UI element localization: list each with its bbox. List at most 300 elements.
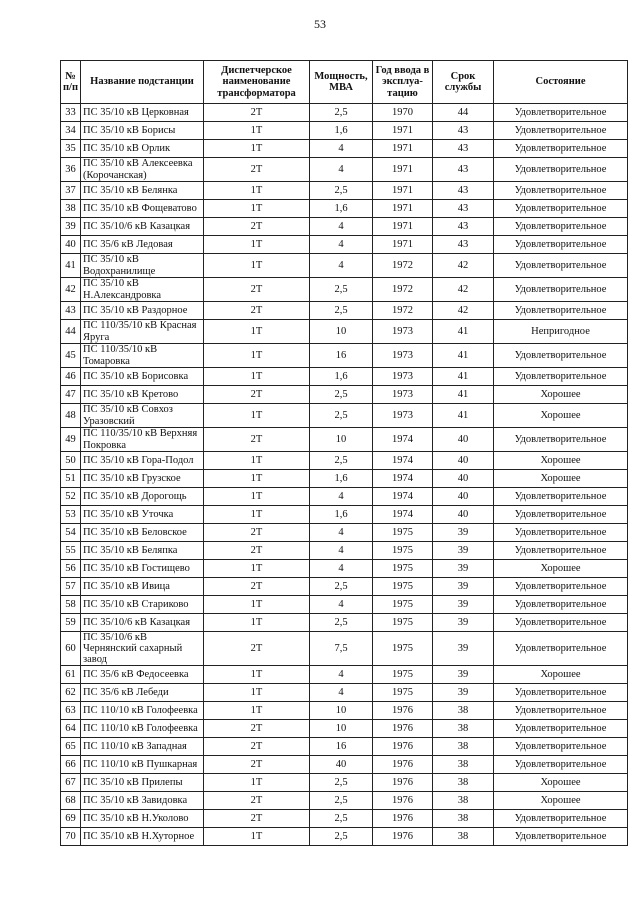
cell-power: 10 [310,720,373,738]
table-row [61,524,628,542]
cell-power: 4 [310,218,373,236]
cell-name: ПС 35/6 кВ Лебеди [81,684,204,702]
cell-name: ПС 35/10 кВ Церковная [81,104,204,122]
cell-year: 1974 [373,470,433,488]
table-row [61,810,628,828]
cell-dispatch: 2Т [204,104,310,122]
cell-service: 42 [433,302,494,320]
cell-year: 1975 [373,666,433,684]
cell-state: Непригодное [494,320,628,344]
cell-num: 66 [61,756,81,774]
table-row [61,488,628,506]
cell-dispatch: 2Т [204,386,310,404]
cell-year: 1971 [373,236,433,254]
cell-dispatch: 1Т [204,368,310,386]
cell-name: ПС 35/10 кВ Белянка [81,182,204,200]
cell-num: 43 [61,302,81,320]
cell-num: 61 [61,666,81,684]
cell-power: 40 [310,756,373,774]
cell-dispatch: 1Т [204,200,310,218]
cell-power: 7,5 [310,632,373,666]
cell-name: ПС 35/10/6 кВ Чернянский сахарный завод [81,632,204,666]
cell-state: Хорошее [494,666,628,684]
cell-power: 4 [310,560,373,578]
cell-service: 38 [433,774,494,792]
table-row [61,104,628,122]
cell-service: 43 [433,200,494,218]
cell-service: 42 [433,254,494,278]
cell-state: Удовлетворительное [494,218,628,236]
header-service: Срок службы [433,61,494,104]
cell-state: Удовлетворительное [494,632,628,666]
cell-dispatch: 2Т [204,524,310,542]
cell-state: Удовлетворительное [494,140,628,158]
cell-state: Удовлетворительное [494,828,628,846]
cell-dispatch: 2Т [204,632,310,666]
cell-name: ПС 35/10 кВ Борисовка [81,368,204,386]
cell-power: 2,5 [310,578,373,596]
cell-year: 1976 [373,810,433,828]
cell-num: 59 [61,614,81,632]
cell-power: 2,5 [310,828,373,846]
cell-service: 42 [433,278,494,302]
cell-year: 1976 [373,828,433,846]
cell-power: 16 [310,738,373,756]
cell-state: Удовлетворительное [494,596,628,614]
cell-year: 1973 [373,320,433,344]
cell-num: 60 [61,632,81,666]
cell-num: 38 [61,200,81,218]
cell-service: 43 [433,140,494,158]
cell-state: Удовлетворительное [494,104,628,122]
cell-power: 4 [310,158,373,182]
cell-name: ПС 35/10 кВ Раздорное [81,302,204,320]
cell-num: 48 [61,404,81,428]
cell-year: 1976 [373,792,433,810]
cell-name: ПС 35/6 кВ Ледовая [81,236,204,254]
cell-year: 1973 [373,404,433,428]
cell-num: 55 [61,542,81,560]
cell-num: 65 [61,738,81,756]
cell-power: 4 [310,254,373,278]
cell-dispatch: 1Т [204,344,310,368]
cell-dispatch: 1Т [204,488,310,506]
cell-name: ПС 35/10 кВ Прилепы [81,774,204,792]
cell-power: 2,5 [310,386,373,404]
table-header-row [61,61,628,104]
table-row [61,578,628,596]
cell-state: Удовлетворительное [494,614,628,632]
cell-service: 39 [433,666,494,684]
cell-state: Удовлетворительное [494,428,628,452]
table-row [61,506,628,524]
cell-power: 2,5 [310,774,373,792]
cell-power: 4 [310,140,373,158]
table-row [61,368,628,386]
cell-power: 2,5 [310,614,373,632]
cell-state: Удовлетворительное [494,702,628,720]
table-row [61,720,628,738]
cell-service: 39 [433,524,494,542]
cell-service: 39 [433,560,494,578]
cell-state: Удовлетворительное [494,488,628,506]
cell-dispatch: 1Т [204,666,310,684]
cell-year: 1975 [373,578,433,596]
cell-state: Удовлетворительное [494,236,628,254]
cell-name: ПС 110/10 кВ Голофеевка [81,702,204,720]
cell-num: 67 [61,774,81,792]
cell-power: 2,5 [310,278,373,302]
cell-num: 52 [61,488,81,506]
cell-num: 56 [61,560,81,578]
cell-dispatch: 1Т [204,236,310,254]
cell-name: ПС 35/10 кВ Беляпка [81,542,204,560]
cell-year: 1975 [373,560,433,578]
table-row [61,702,628,720]
cell-service: 39 [433,578,494,596]
cell-year: 1975 [373,542,433,560]
cell-name: ПС 35/10/6 кВ Казацкая [81,614,204,632]
cell-power: 1,6 [310,200,373,218]
cell-service: 40 [433,470,494,488]
cell-state: Удовлетворительное [494,738,628,756]
cell-power: 4 [310,596,373,614]
cell-state: Удовлетворительное [494,810,628,828]
cell-name: ПС 35/10 кВ Стариково [81,596,204,614]
cell-year: 1975 [373,632,433,666]
cell-year: 1975 [373,614,433,632]
cell-power: 2,5 [310,104,373,122]
cell-dispatch: 1Т [204,684,310,702]
cell-service: 43 [433,236,494,254]
cell-year: 1975 [373,596,433,614]
table-row [61,596,628,614]
cell-num: 68 [61,792,81,810]
cell-dispatch: 2Т [204,428,310,452]
cell-name: ПС 35/10 кВ Ивица [81,578,204,596]
cell-service: 41 [433,386,494,404]
cell-state: Удовлетворительное [494,578,628,596]
cell-num: 58 [61,596,81,614]
table-body [61,104,628,846]
cell-year: 1976 [373,756,433,774]
cell-name: ПС 110/10 кВ Западная [81,738,204,756]
cell-dispatch: 2Т [204,302,310,320]
cell-dispatch: 1Т [204,404,310,428]
cell-service: 43 [433,218,494,236]
cell-state: Удовлетворительное [494,182,628,200]
cell-dispatch: 2Т [204,810,310,828]
table-row [61,666,628,684]
cell-name: ПС 35/10 кВ Гора-Подол [81,452,204,470]
cell-dispatch: 2Т [204,792,310,810]
cell-service: 38 [433,720,494,738]
cell-year: 1973 [373,344,433,368]
cell-service: 41 [433,320,494,344]
cell-service: 38 [433,792,494,810]
cell-power: 4 [310,488,373,506]
cell-year: 1970 [373,104,433,122]
cell-name: ПС 35/10 кВ Н.Уколово [81,810,204,828]
cell-year: 1973 [373,386,433,404]
cell-service: 40 [433,506,494,524]
cell-service: 40 [433,488,494,506]
cell-name: ПС 35/10 кВ Фощеватово [81,200,204,218]
cell-dispatch: 1Т [204,828,310,846]
table-row [61,614,628,632]
cell-power: 10 [310,702,373,720]
table-row [61,470,628,488]
cell-dispatch: 1Т [204,506,310,524]
cell-state: Удовлетворительное [494,720,628,738]
cell-name: ПС 110/35/10 кВ Красная Яруга [81,320,204,344]
cell-state: Удовлетворительное [494,542,628,560]
cell-year: 1971 [373,122,433,140]
header-num: № п/п [61,61,81,104]
cell-name: ПС 35/10 кВ Гостищево [81,560,204,578]
cell-service: 41 [433,344,494,368]
cell-state: Хорошее [494,452,628,470]
cell-power: 10 [310,428,373,452]
cell-power: 4 [310,542,373,560]
cell-service: 40 [433,428,494,452]
cell-service: 44 [433,104,494,122]
cell-dispatch: 2Т [204,542,310,560]
table-row [61,738,628,756]
table-row [61,684,628,702]
table-row [61,828,628,846]
cell-dispatch: 1Т [204,122,310,140]
cell-power: 1,6 [310,122,373,140]
cell-power: 16 [310,344,373,368]
cell-name: ПС 35/10 кВ Н.Хуторное [81,828,204,846]
cell-num: 44 [61,320,81,344]
cell-name: ПС 35/10 кВ Совхоз Уразовский [81,404,204,428]
table-row [61,122,628,140]
cell-name: ПС 110/10 кВ Пушкарная [81,756,204,774]
cell-name: ПС 110/35/10 кВ Верхняя Покровка [81,428,204,452]
cell-num: 57 [61,578,81,596]
cell-dispatch: 2Т [204,756,310,774]
cell-service: 39 [433,542,494,560]
cell-num: 42 [61,278,81,302]
cell-service: 38 [433,702,494,720]
cell-state: Удовлетворительное [494,344,628,368]
cell-service: 38 [433,810,494,828]
cell-service: 41 [433,368,494,386]
cell-name: ПС 110/10 кВ Голофеевка [81,720,204,738]
cell-year: 1974 [373,452,433,470]
cell-state: Хорошее [494,386,628,404]
table-row [61,182,628,200]
table-row [61,254,628,278]
substation-table [60,60,628,846]
cell-service: 38 [433,738,494,756]
cell-state: Хорошее [494,560,628,578]
cell-state: Хорошее [494,404,628,428]
cell-power: 2,5 [310,302,373,320]
cell-dispatch: 1Т [204,452,310,470]
cell-year: 1971 [373,140,433,158]
cell-name: ПС 35/10 кВ Грузское [81,470,204,488]
cell-service: 39 [433,632,494,666]
cell-year: 1976 [373,720,433,738]
cell-num: 49 [61,428,81,452]
cell-year: 1971 [373,200,433,218]
cell-num: 69 [61,810,81,828]
table-row [61,140,628,158]
cell-name: ПС 35/10 кВ Орлик [81,140,204,158]
cell-num: 34 [61,122,81,140]
table-row [61,320,628,344]
table-row [61,774,628,792]
cell-dispatch: 2Т [204,218,310,236]
cell-dispatch: 1Т [204,702,310,720]
cell-service: 38 [433,828,494,846]
cell-num: 46 [61,368,81,386]
cell-state: Удовлетворительное [494,278,628,302]
table-row [61,428,628,452]
cell-num: 36 [61,158,81,182]
cell-name: ПС 35/10 кВ Кретово [81,386,204,404]
cell-power: 2,5 [310,404,373,428]
cell-year: 1974 [373,428,433,452]
table-row [61,386,628,404]
cell-state: Хорошее [494,470,628,488]
cell-dispatch: 1Т [204,140,310,158]
cell-state: Удовлетворительное [494,368,628,386]
cell-year: 1972 [373,278,433,302]
cell-power: 2,5 [310,452,373,470]
header-dispatch: Диспетчерское наименование трансформатора [204,61,310,104]
table-row [61,756,628,774]
table-row [61,158,628,182]
cell-state: Удовлетворительное [494,302,628,320]
table-row [61,218,628,236]
cell-num: 51 [61,470,81,488]
cell-year: 1971 [373,218,433,236]
cell-year: 1976 [373,702,433,720]
cell-num: 54 [61,524,81,542]
cell-dispatch: 1Т [204,320,310,344]
cell-name: ПС 35/10 кВ Борисы [81,122,204,140]
cell-dispatch: 1Т [204,254,310,278]
cell-dispatch: 2Т [204,278,310,302]
cell-num: 37 [61,182,81,200]
cell-year: 1975 [373,684,433,702]
cell-state: Хорошее [494,792,628,810]
cell-state: Удовлетворительное [494,524,628,542]
cell-state: Удовлетворительное [494,158,628,182]
cell-power: 2,5 [310,792,373,810]
cell-service: 43 [433,122,494,140]
cell-num: 64 [61,720,81,738]
cell-dispatch: 2Т [204,578,310,596]
cell-service: 38 [433,756,494,774]
cell-year: 1973 [373,368,433,386]
cell-state: Удовлетворительное [494,756,628,774]
header-power: Мощность, МВА [310,61,373,104]
cell-num: 62 [61,684,81,702]
cell-year: 1974 [373,506,433,524]
cell-service: 43 [433,158,494,182]
cell-num: 50 [61,452,81,470]
page-number: 53 [314,17,326,31]
table-row [61,236,628,254]
cell-state: Удовлетворительное [494,122,628,140]
cell-power: 2,5 [310,810,373,828]
cell-service: 40 [433,452,494,470]
cell-power: 2,5 [310,182,373,200]
cell-name: ПС 35/10 кВ Н.Александровка [81,278,204,302]
table-row [61,632,628,666]
cell-num: 41 [61,254,81,278]
cell-dispatch: 1Т [204,774,310,792]
cell-service: 39 [433,596,494,614]
cell-service: 39 [433,684,494,702]
cell-power: 4 [310,524,373,542]
cell-num: 35 [61,140,81,158]
cell-num: 45 [61,344,81,368]
cell-name: ПС 35/10 кВ Алексеевка (Корочанская) [81,158,204,182]
table-row [61,792,628,810]
cell-state: Удовлетворительное [494,506,628,524]
cell-dispatch: 2Т [204,158,310,182]
cell-year: 1971 [373,182,433,200]
cell-year: 1975 [373,524,433,542]
cell-dispatch: 1Т [204,560,310,578]
table-row [61,560,628,578]
table-row [61,344,628,368]
cell-service: 39 [433,614,494,632]
cell-name: ПС 35/10 кВ Завидовка [81,792,204,810]
cell-num: 70 [61,828,81,846]
header-name: Название подстанции [81,61,204,104]
cell-service: 41 [433,404,494,428]
cell-num: 53 [61,506,81,524]
table-row [61,542,628,560]
table-row [61,404,628,428]
cell-name: ПС 35/10 кВ Беловское [81,524,204,542]
cell-power: 4 [310,236,373,254]
cell-power: 4 [310,666,373,684]
cell-name: ПС 35/10 кВ Уточка [81,506,204,524]
cell-service: 43 [433,182,494,200]
cell-power: 4 [310,684,373,702]
cell-year: 1972 [373,254,433,278]
cell-dispatch: 1Т [204,614,310,632]
cell-power: 1,6 [310,470,373,488]
header-year: Год ввода в эксплуа-тацию [373,61,433,104]
cell-year: 1972 [373,302,433,320]
cell-dispatch: 2Т [204,738,310,756]
cell-state: Удовлетворительное [494,684,628,702]
cell-power: 1,6 [310,506,373,524]
cell-num: 33 [61,104,81,122]
cell-dispatch: 1Т [204,182,310,200]
cell-name: ПС 35/6 кВ Федосеевка [81,666,204,684]
cell-state: Удовлетворительное [494,254,628,278]
cell-year: 1974 [373,488,433,506]
cell-year: 1976 [373,738,433,756]
cell-num: 39 [61,218,81,236]
cell-power: 10 [310,320,373,344]
header-state: Состояние [494,61,628,104]
cell-dispatch: 2Т [204,720,310,738]
cell-state: Хорошее [494,774,628,792]
cell-dispatch: 1Т [204,470,310,488]
cell-dispatch: 1Т [204,596,310,614]
